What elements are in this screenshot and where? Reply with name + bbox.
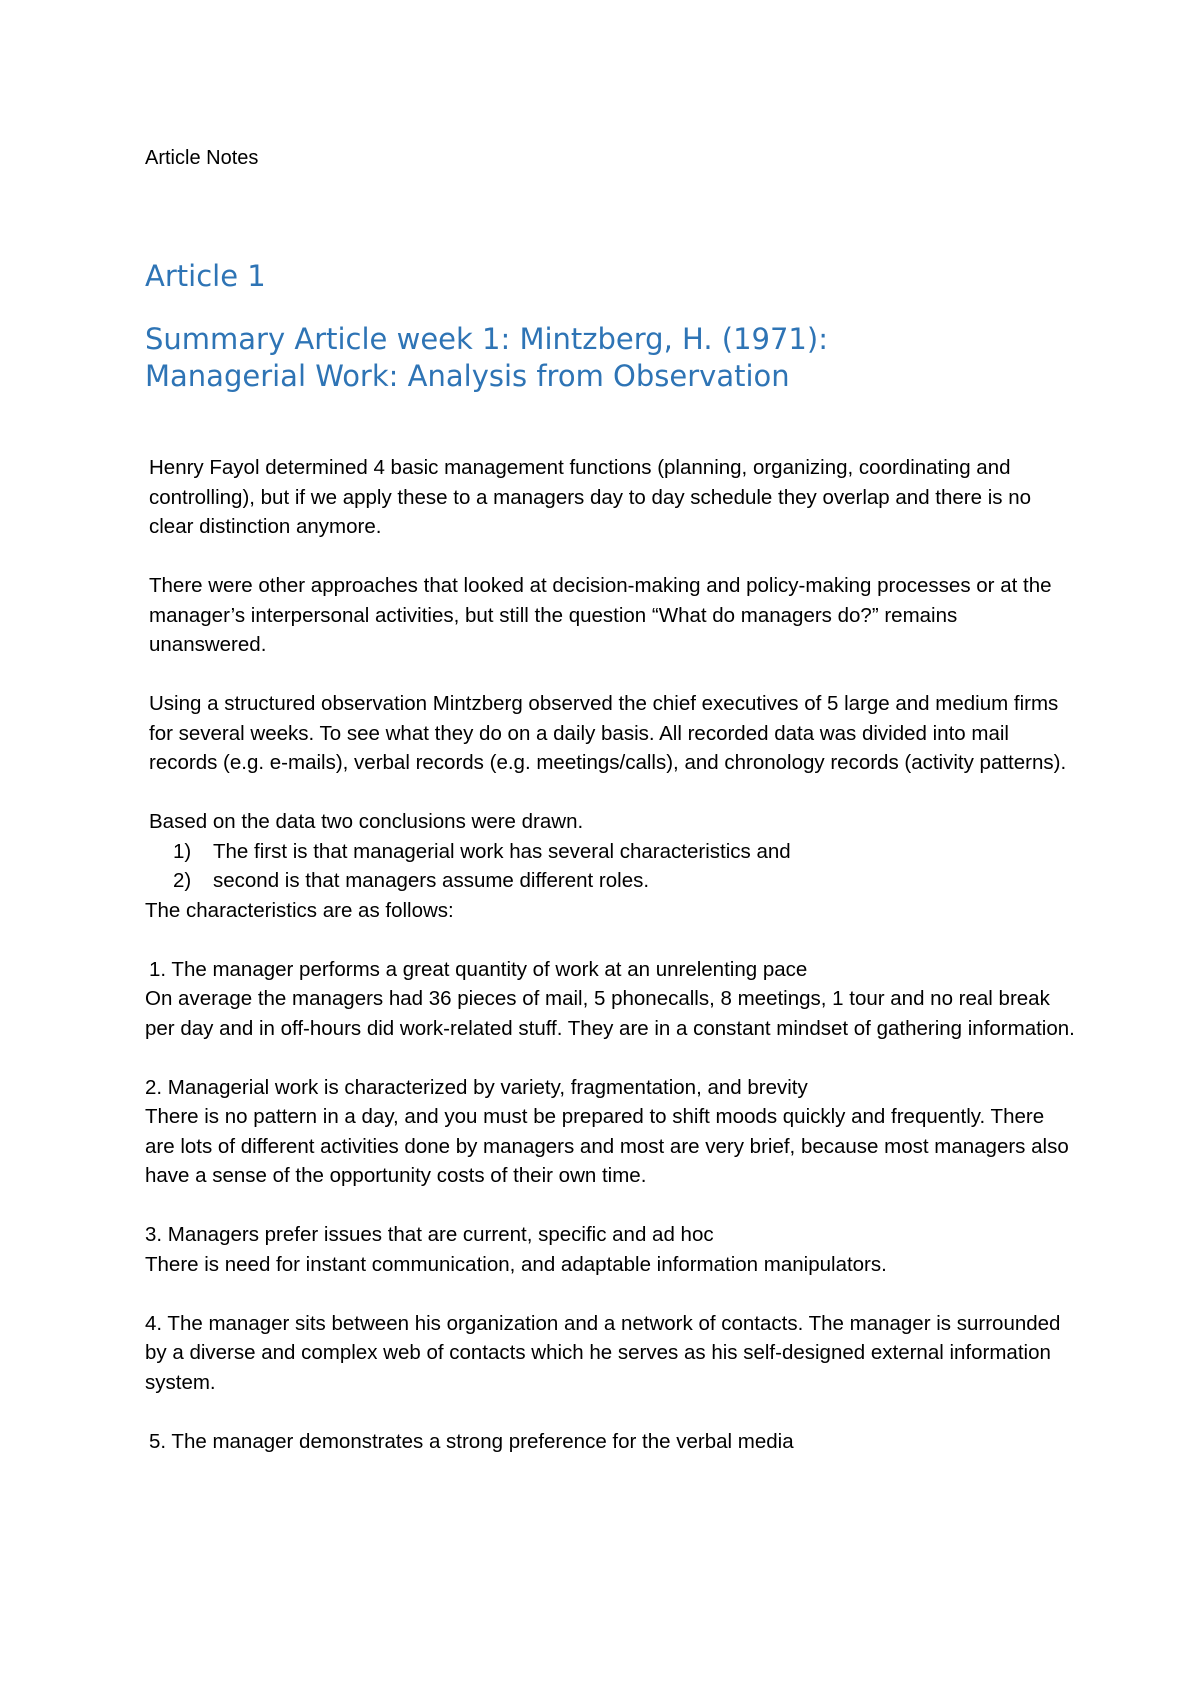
characteristic-title: 2. Managerial work is characterized by variety, fragmentation, and brevity	[145, 1075, 808, 1099]
list-item-text: The first is that managerial work has several characteristics and	[213, 839, 791, 863]
list-item-text: second is that managers assume different roles.	[213, 869, 650, 892]
article-heading: Article 1	[145, 259, 266, 293]
characteristic-3	[145, 1220, 1075, 1279]
paragraph-observation: Using a structured observation Mintzberg observed the chief executives of 5 large and medium firms for several weeks. To see what they do on a daily basis. All recorded data was divided into mail records (e.g. e-mails), verbal records (e.g. meetings/calls), and chronology records (activity patterns).	[149, 692, 1067, 774]
document-label: Article Notes	[145, 147, 259, 169]
characteristic-4	[145, 1309, 1075, 1398]
list-item-number: 1)	[173, 839, 192, 863]
paragraph-approaches: There were other approaches that looked at decision-making and policy-making processes or at the manager’s interpersonal activities, but still the question “What do managers do?” remains unanswered.	[149, 574, 1052, 656]
subheading-line-1: Summary Article week 1: Mintzberg, H. (1971):	[145, 322, 828, 356]
article-subheading	[145, 321, 1075, 395]
list-item	[145, 837, 1075, 867]
characteristic-title: 1. The manager performs a great quantity of work at an unrelenting pace	[149, 957, 808, 981]
list-item-number: 2)	[173, 869, 192, 892]
paragraph-fayol: Henry Fayol determined 4 basic management functions (planning, organizing, coordinating and controlling), but if we apply these to a managers day to day schedule they overlap and there is no clear distinction anymore.	[149, 456, 1032, 538]
document-content	[145, 143, 1075, 1453]
characteristic-title: 4. The manager sits between his organization and a network of contacts. The manager is surrounded by a diverse and complex web of contacts which he serves as his self-designed external information system.	[145, 1311, 1061, 1394]
conclusions-list	[145, 837, 1075, 896]
characteristic-body: There is need for instant communication, and adaptable information manipulators.	[145, 1252, 887, 1276]
characteristic-title: 3. Managers prefer issues that are current, specific and ad hoc	[145, 1223, 714, 1246]
characteristic-title: 5. The manager demonstrates a strong preference for the verbal media	[149, 1429, 794, 1453]
document-body	[145, 453, 1075, 1486]
characteristic-body: On average the managers had 36 pieces of mail, 5 phonecalls, 8 meetings, 1 tour and no real break per day and in off-hours did work-related stuff. They are in a constant mindset of gathering information.	[145, 987, 1075, 1040]
characteristic-2	[145, 1073, 1075, 1191]
characteristics-intro: The characteristics are as follows:	[145, 898, 454, 922]
characteristic-5	[145, 1427, 1075, 1457]
characteristic-1	[145, 955, 1075, 1044]
paragraph-conclusions-intro: Based on the data two conclusions were drawn.	[149, 810, 584, 833]
characteristic-body: There is no pattern in a day, and you must be prepared to shift moods quickly and frequently. There are lots of different activities done by managers and most are very brief, because most managers also have a sense of the opportunity costs of their own time.	[145, 1105, 1069, 1187]
subheading-line-2: Managerial Work: Analysis from Observation	[145, 359, 790, 393]
list-item	[145, 866, 1075, 896]
